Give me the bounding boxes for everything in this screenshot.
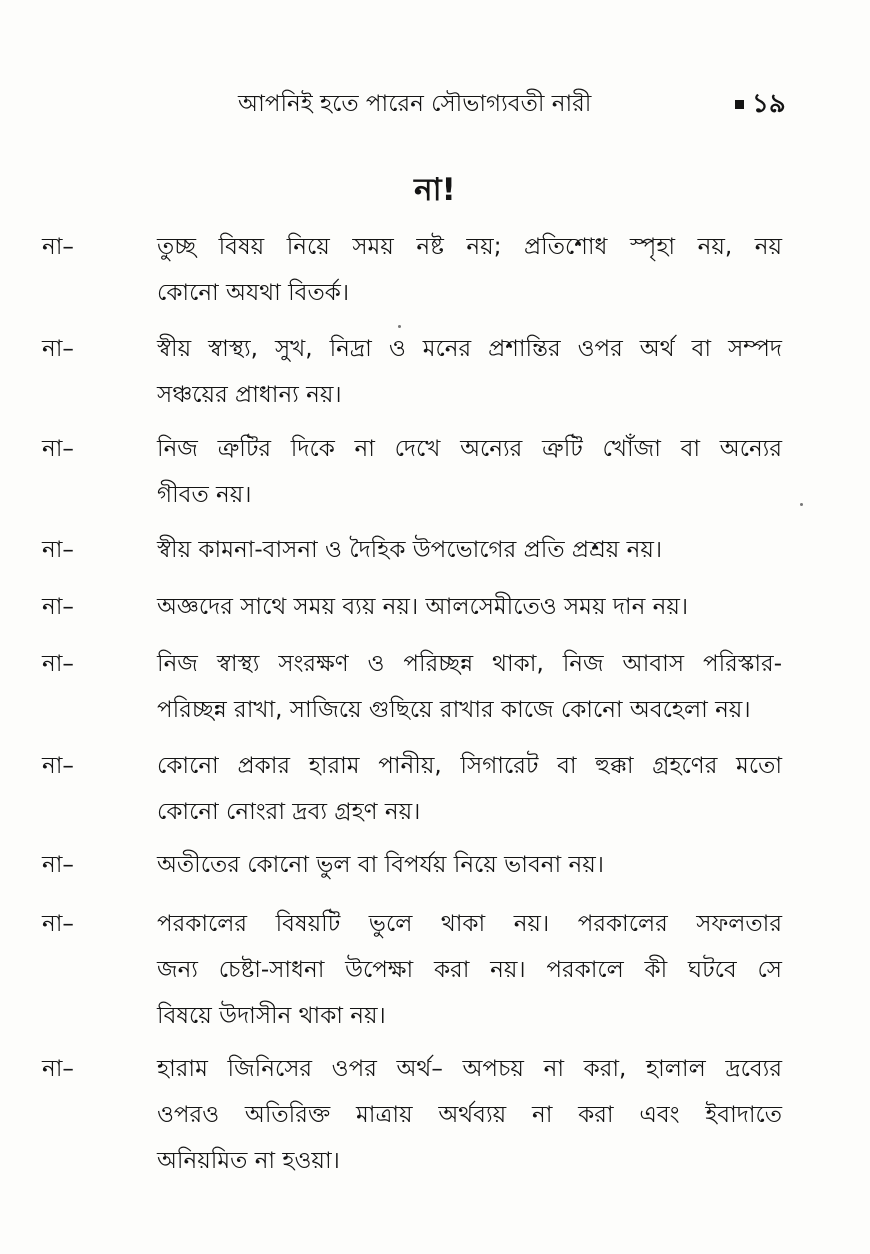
- item-text: [157, 1046, 782, 1184]
- item-line: পরকালের বিষয়টি ভুলে থাকা নয়। পরকালের সফলতার: [157, 911, 782, 937]
- item-label: না–: [42, 537, 74, 563]
- item-label: না–: [42, 234, 74, 260]
- section-heading: না!: [414, 172, 456, 208]
- item-text: [157, 901, 782, 1039]
- item-line: কোনো প্রকার হারাম পানীয়, সিগারেট বা হুক্কা গ্রহণের মতো: [157, 753, 782, 779]
- print-speck: [398, 325, 401, 328]
- item-text: [157, 842, 782, 888]
- item-text: [157, 743, 782, 835]
- item-line: বিষয়ে উদাসীন থাকা নয়।: [157, 1003, 386, 1029]
- item-label: না–: [42, 336, 74, 362]
- item-line: নিজ ত্রুটির দিকে না দেখে অন্যের ত্রুটি খোঁজা বা অন্যের: [157, 436, 782, 462]
- item-text: [157, 224, 782, 316]
- item-label: না–: [42, 1056, 74, 1082]
- item-label: না–: [42, 753, 74, 779]
- item-text: [157, 426, 782, 518]
- item-line: তুচ্ছ বিষয় নিয়ে সময় নষ্ট নয়; প্রতিশোধ স্পৃহা নয়, নয়: [157, 234, 782, 260]
- item-line: কোনো অযথা বিতর্ক।: [157, 280, 350, 306]
- item-label: না–: [42, 436, 74, 462]
- item-label: না–: [42, 911, 74, 937]
- item-line: অনিয়মিত না হওয়া।: [157, 1148, 340, 1174]
- item-text: [157, 326, 782, 418]
- print-speck: [800, 503, 803, 506]
- item-line: জন্য চেষ্টা-সাধনা উপেক্ষা করা নয়। পরকালে কী ঘটবে সে: [157, 957, 782, 983]
- item-line: স্বীয় স্বাস্থ্য, সুখ, নিদ্রা ও মনের প্রশান্তির ওপর অর্থ বা সম্পদ: [157, 336, 782, 362]
- page-marker: [735, 84, 786, 124]
- item-text: [157, 527, 782, 573]
- item-line: কোনো নোংরা দ্রব্য গ্রহণ নয়।: [157, 799, 421, 825]
- item-line: হারাম জিনিসের ওপর অর্থ– অপচয় না করা, হালাল দ্রব্যের: [157, 1056, 782, 1082]
- item-line: পরিচ্ছন্ন রাখা, সাজিয়ে গুছিয়ে রাখার কাজে কোনো অবহেলা নয়।: [157, 697, 751, 723]
- item-line: সঞ্চয়ের প্রাধান্য নয়।: [157, 382, 342, 408]
- item-label: না–: [42, 651, 74, 677]
- item-line: গীবত নয়।: [157, 482, 252, 508]
- item-line: অজ্ঞদের সাথে সময় ব্যয় নয়। আলসেমীতেও সময় দান নয়।: [157, 594, 689, 620]
- item-text: [157, 584, 782, 630]
- item-line: অতীতের কোনো ভুল বা বিপর্যয় নিয়ে ভাবনা নয়।: [157, 852, 604, 878]
- item-line: ওপরও অতিরিক্ত মাত্রায় অর্থব্যয় না করা এবং ইবাদাতে: [157, 1102, 782, 1128]
- item-text: [157, 641, 782, 733]
- item-line: স্বীয় কামনা-বাসনা ও দৈহিক উপভোগের প্রতি প্রশ্রয় নয়।: [157, 537, 663, 563]
- item-label: না–: [42, 852, 74, 878]
- running-header: [0, 84, 870, 124]
- square-bullet-icon: [735, 100, 744, 109]
- item-line: নিজ স্বাস্থ্য সংরক্ষণ ও পরিচ্ছন্ন থাকা, নিজ আবাস পরিস্কার-: [157, 651, 782, 677]
- item-label: না–: [42, 594, 74, 620]
- running-title: আপনিই হতে পারেন সৌভাগ্যবতী নারী: [238, 91, 592, 117]
- page-number: ১৯: [752, 89, 786, 119]
